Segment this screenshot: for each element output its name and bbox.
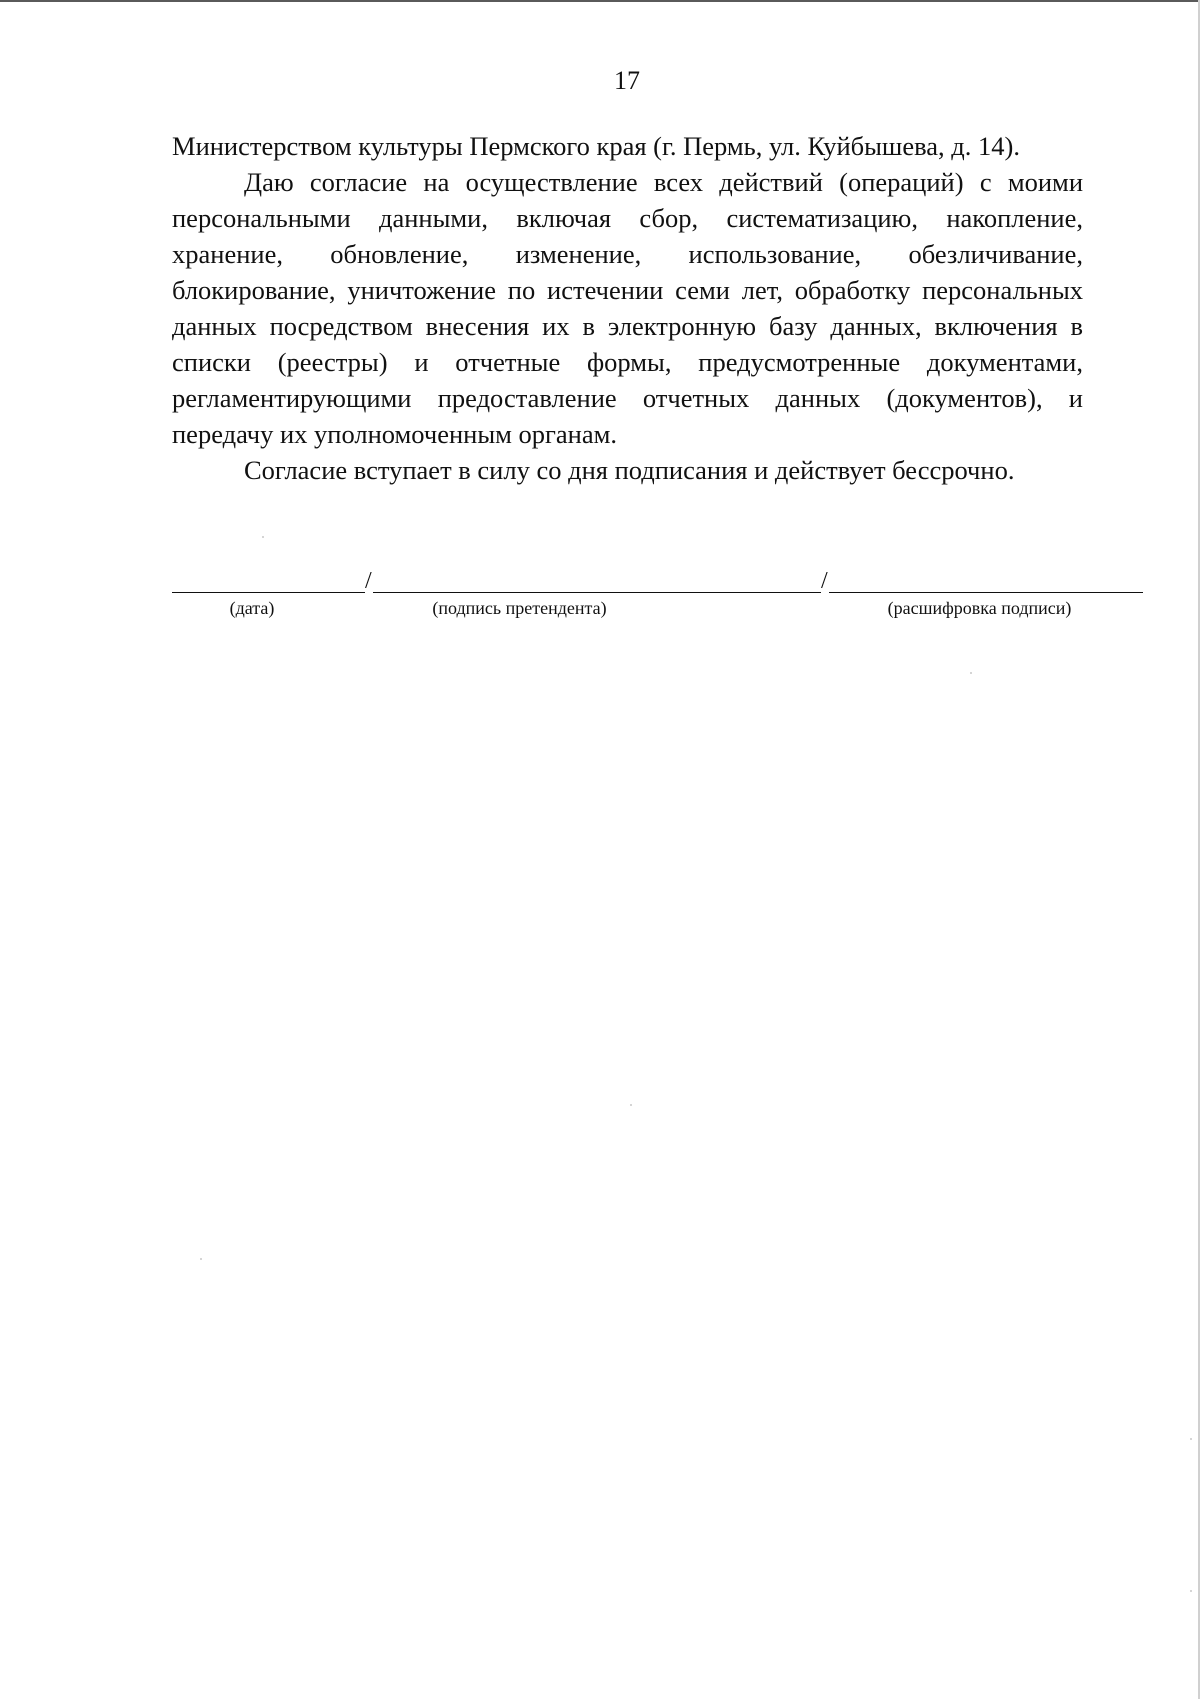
- decoding-caption: (расшифровка подписи): [887, 598, 1072, 618]
- scan-speck: [1190, 1438, 1192, 1440]
- page-top-edge: [0, 0, 1200, 2]
- paragraph-ministry-address: Министерством культуры Пермского края (г. Пермь, ул. Куйбышева, д. 14).: [172, 131, 1020, 161]
- date-caption: (дата): [229, 598, 275, 618]
- signature-line: [373, 592, 821, 593]
- scan-speck: [630, 1104, 632, 1106]
- scan-speck: [970, 672, 972, 674]
- signature-block: [172, 568, 1072, 628]
- page-number: 17: [614, 66, 640, 95]
- date-line: [172, 592, 365, 593]
- scan-speck: [1190, 1590, 1192, 1592]
- scan-speck: [200, 1258, 202, 1260]
- separator-slash: /: [821, 568, 828, 594]
- paragraph-consent: Даю согласие на осуществление всех действий (операций) с моими персональными данными, включая сбор, систематизацию, накопление, хранение, обновление, изменение, использование, обезличивание, блокирование, уничтожение по истечении семи лет, обработку персональных данных посредством внесения их в электронную базу данных, включения в списки (реестры) и отчетные формы, предусмотренные документами, регламентирующими предоставление отчетных данных (документов), и передачу их уполномоченным органам.: [172, 167, 1083, 449]
- paragraph-validity: Согласие вступает в силу со дня подписания и действует бессрочно.: [244, 455, 1015, 485]
- decoding-line: [829, 592, 1143, 593]
- signature-caption: (подпись претендента): [432, 598, 607, 618]
- document-body: [172, 128, 1083, 488]
- scan-speck: [262, 536, 264, 538]
- separator-slash: /: [365, 568, 372, 594]
